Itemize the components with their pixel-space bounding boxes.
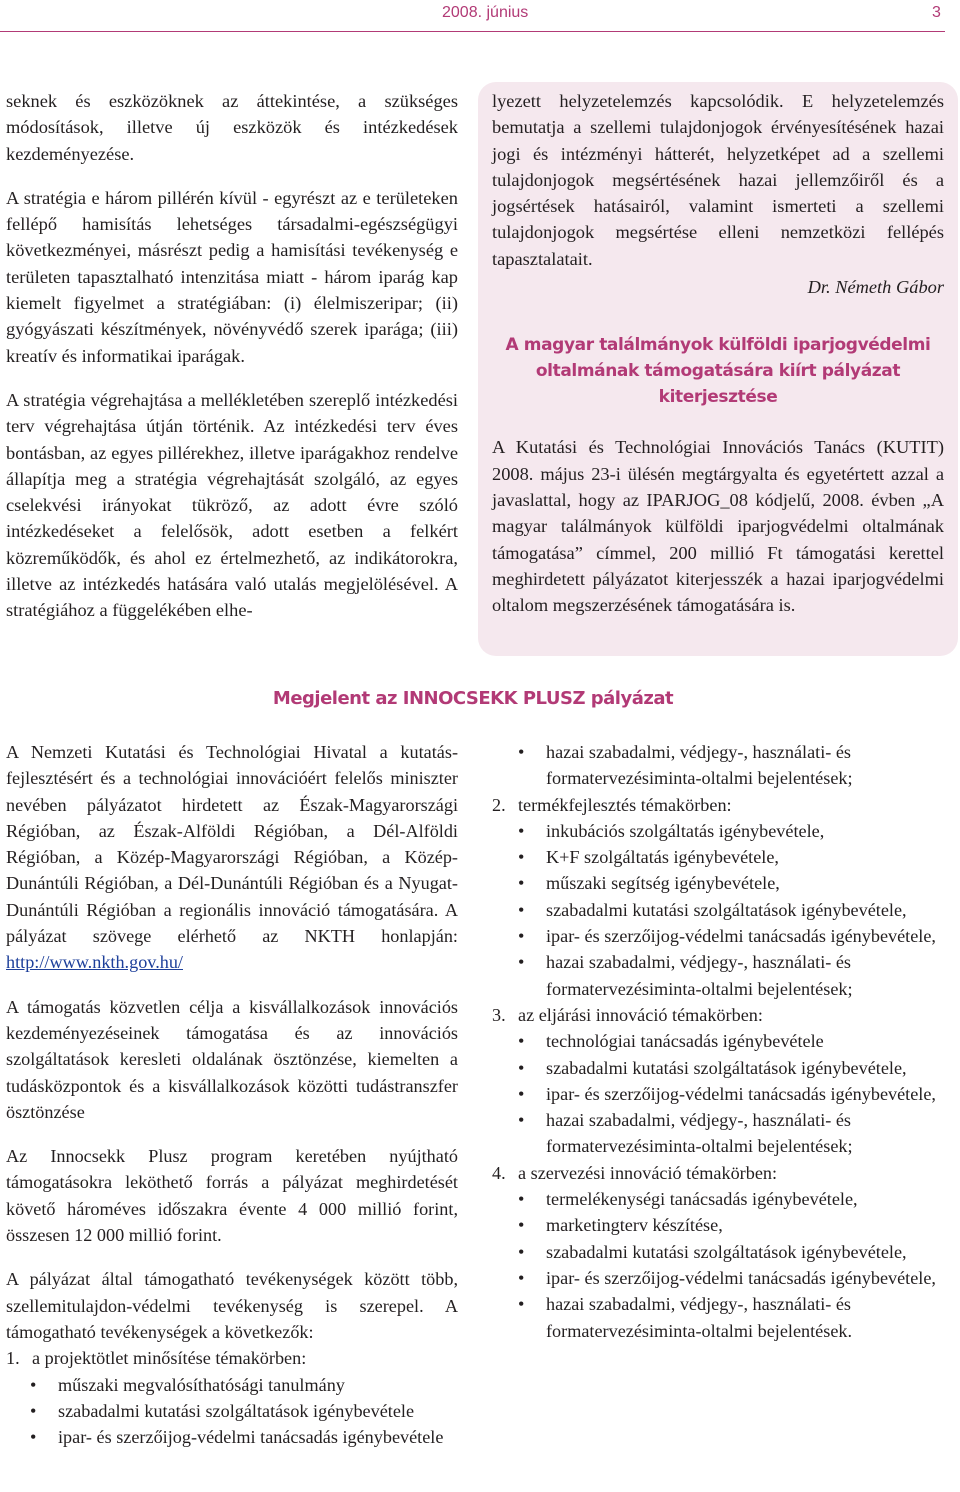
- list-number: 1.: [6, 1348, 20, 1369]
- spacer: [6, 1248, 458, 1266]
- spacer: [6, 1125, 458, 1143]
- section-paragraph-4: A pályázat által támogatható tevékenységek között több, szellemitulajdon-védelmi tevékenység is szerepel. A támogatható tevékenységek a következők:: [6, 1269, 458, 1342]
- list-item: • hazai szabadalmi, védjegy-, használati- és formatervezésiminta-oltalmi bejelentések;: [492, 949, 944, 1002]
- list-item: • ipar- és szerzőijog-védelmi tanácsadás igénybevétele,: [492, 923, 944, 949]
- list-heading-3: [492, 1002, 944, 1028]
- list-heading-2: [492, 792, 944, 818]
- section-paragraph-2: A támogatás közvetlen célja a kisvállalkozások innovációs kezdeményezéseinek támogatása és az innovációs szolgáltatások keresleti oldalának ösztönzése, kiemelten a tudásközpontok és a kisvállalkozások közötti tudástranszfer ösztönzése: [6, 996, 458, 1122]
- list-label: az eljárási innováció témakörben:: [518, 1004, 763, 1025]
- nkth-link[interactable]: http://www.nkth.gov.hu/: [6, 952, 183, 973]
- list-number: 4.: [492, 1162, 506, 1183]
- list-item: • ipar- és szerzőijog-védelmi tanácsadás igénybevétele,: [492, 1081, 944, 1107]
- intro-paragraph-1: seknek és eszközöknek az áttekintése, a szükséges módosítások, illetve új eszközök és intézkedések kezdeményezése.: [6, 91, 458, 164]
- section-paragraph-1-text: A Nemzeti Kutatási és Technológiai Hivatal a kutatás-fejlesztésért és a technológiai innovációért felelős miniszter nevében pályázatot hirdetett az Észak-Magyarországi Régióban, az Észak-Alföldi Régióban, a Dél-Alföldi Régióban, a Közép-Magyarországi Régióban, a Közép-Dunántúli Régióban, a Dél-Dunántúli Régióban és a Nyugat-Dunántúli Régióban a regionális innováció támogatására. A pályázat szövege elérhető az NKTH honlapján:: [6, 742, 458, 947]
- list-item: • termelékenységi tanácsadás igénybevétele,: [492, 1186, 944, 1212]
- list-item: • műszaki segítség igénybevétele,: [492, 870, 944, 896]
- list-item: • inkubációs szolgáltatás igénybevétele,: [492, 818, 944, 844]
- list-item: • ipar- és szerzőijog-védelmi tanácsadás igénybevétele,: [492, 1265, 944, 1291]
- box-heading: A magyar találmányok külföldi iparjogvédelmi oltalmának támogatására kiírt pályázat kiterjesztése: [505, 335, 931, 408]
- section-left-column: [6, 739, 458, 1450]
- box-paragraph-1: lyezett helyzetelemzés kapcsolódik. E helyzetelemzés bemutatja a szellemi tulajdonjogok érvényesítésének hazai jogi és intézményi hátterét, helyzetképet ad a szellemi tulajdonjogok megsértésének hazai jellemzőiről és a jogsértések hatásairól, valamint ismerteti a szellemi tulajdonjogok megsértése elleni nemzetközi fellépés tapasztalatait.: [492, 91, 944, 269]
- page-header: [0, 0, 960, 36]
- list-item: • ipar- és szerzőijog-védelmi tanácsadás igénybevétele: [6, 1424, 458, 1450]
- list-label: a projektötlet minősítése témakörben:: [32, 1348, 307, 1369]
- intro-paragraph-2: A stratégia e három pillérén kívül - egyrészt az e területeken fellépő hamisítás lehetséges társadalmi-egészségügyi következményei, másrészt pedig a hamisítási tevékenység e területen tapasztalható intenzitása miatt - három iparág kap kiemelt figyelmet a stratégiában: (i) élelmiszeripar; (ii) gyógyászati készítmények, növényvédő szerek iparága; (iii) kreatív és informatikai iparágak.: [6, 187, 458, 366]
- list-item: • szabadalmi kutatási szolgáltatások igénybevétele,: [492, 1239, 944, 1265]
- list-heading-1: [6, 1345, 458, 1371]
- section-right-column: [492, 739, 944, 1344]
- list-label: termékfejlesztés témakörben:: [518, 794, 732, 815]
- list-item: • marketingterv készítése,: [492, 1212, 944, 1238]
- list-number: 2.: [492, 794, 506, 815]
- header-rule: [0, 31, 945, 32]
- section-title: Megjelent az INNOCSEKK PLUSZ pályázat: [272, 688, 674, 709]
- list-item: • K+F szolgáltatás igénybevétele,: [492, 844, 944, 870]
- list-item: • technológiai tanácsadás igénybevétele: [492, 1028, 944, 1054]
- signature: Dr. Németh Gábor: [807, 277, 944, 298]
- list-item: • szabadalmi kutatási szolgáltatások igénybevétele: [6, 1398, 458, 1424]
- list-item: • műszaki megvalósíthatósági tanulmány: [6, 1372, 458, 1398]
- list-number: 3.: [492, 1004, 506, 1025]
- section-paragraph-3: Az Innocsekk Plusz program keretében nyújtható támogatásokra leköthető forrás a pályázat meghirdetését követő hároméves időszakra évente 4 000 millió forint, összesen 12 000 millió forint.: [6, 1146, 458, 1246]
- list-label: a szervezési innováció témakörben:: [518, 1162, 778, 1183]
- spacer: [6, 369, 458, 387]
- spacer: [6, 167, 458, 185]
- list-item: • hazai szabadalmi, védjegy-, használati- és formatervezésiminta-oltalmi bejelentések;: [492, 1107, 944, 1160]
- intro-column: [6, 88, 458, 624]
- header-date: 2008. június: [442, 4, 529, 21]
- list-item: • hazai szabadalmi, védjegy-, használati- és formatervezésiminta-oltalmi bejelentések.: [492, 1291, 944, 1344]
- box-column: [492, 88, 944, 618]
- list-item: • szabadalmi kutatási szolgáltatások igénybevétele,: [492, 1055, 944, 1081]
- page-number: 3: [932, 4, 941, 21]
- section-paragraph-1: [6, 739, 458, 976]
- list-item: • szabadalmi kutatási szolgáltatások igénybevétele,: [492, 897, 944, 923]
- spacer: [6, 976, 458, 994]
- intro-paragraph-3: A stratégia végrehajtása a mellékletében szereplő intézkedési terv végrehajtása útján történik. Az intézkedési terv éves bontásban, az egyes pillérekhez, illetve iparágakhoz rendelve állapítja meg a stratégia végrehajtását szolgáló, az egyes cselekvési irányokat tükröző, az adott évre szóló intézkedéseket a felelősök, adott esetben a felkért közreműködők, és ahol ez értelmezhető, az indikátorokra, illetve az intézkedés hatására való utalás megjelölésével. A stratégiához a függelékében elhe-: [6, 389, 458, 621]
- list-heading-4: [492, 1160, 944, 1186]
- list-item: • hazai szabadalmi, védjegy-, használati- és formatervezésiminta-oltalmi bejelentések;: [492, 739, 944, 792]
- box-paragraph-2: A Kutatási és Technológiai Innovációs Tanács (KUTIT) 2008. május 23-i ülésén megtárgyalta és egyetértett azzal a javaslattal, hogy az IPARJOG_08 kódjelű, 2008. évben „A magyar találmányok külföldi iparjogvédelmi oltalmának támogatása” címmel, 200 millió Ft támogatási kerettel meghirdetett pályázatot kiterjesszék a hazai iparjogvédelmi oltalom megszerzésének támogatására is.: [492, 437, 944, 616]
